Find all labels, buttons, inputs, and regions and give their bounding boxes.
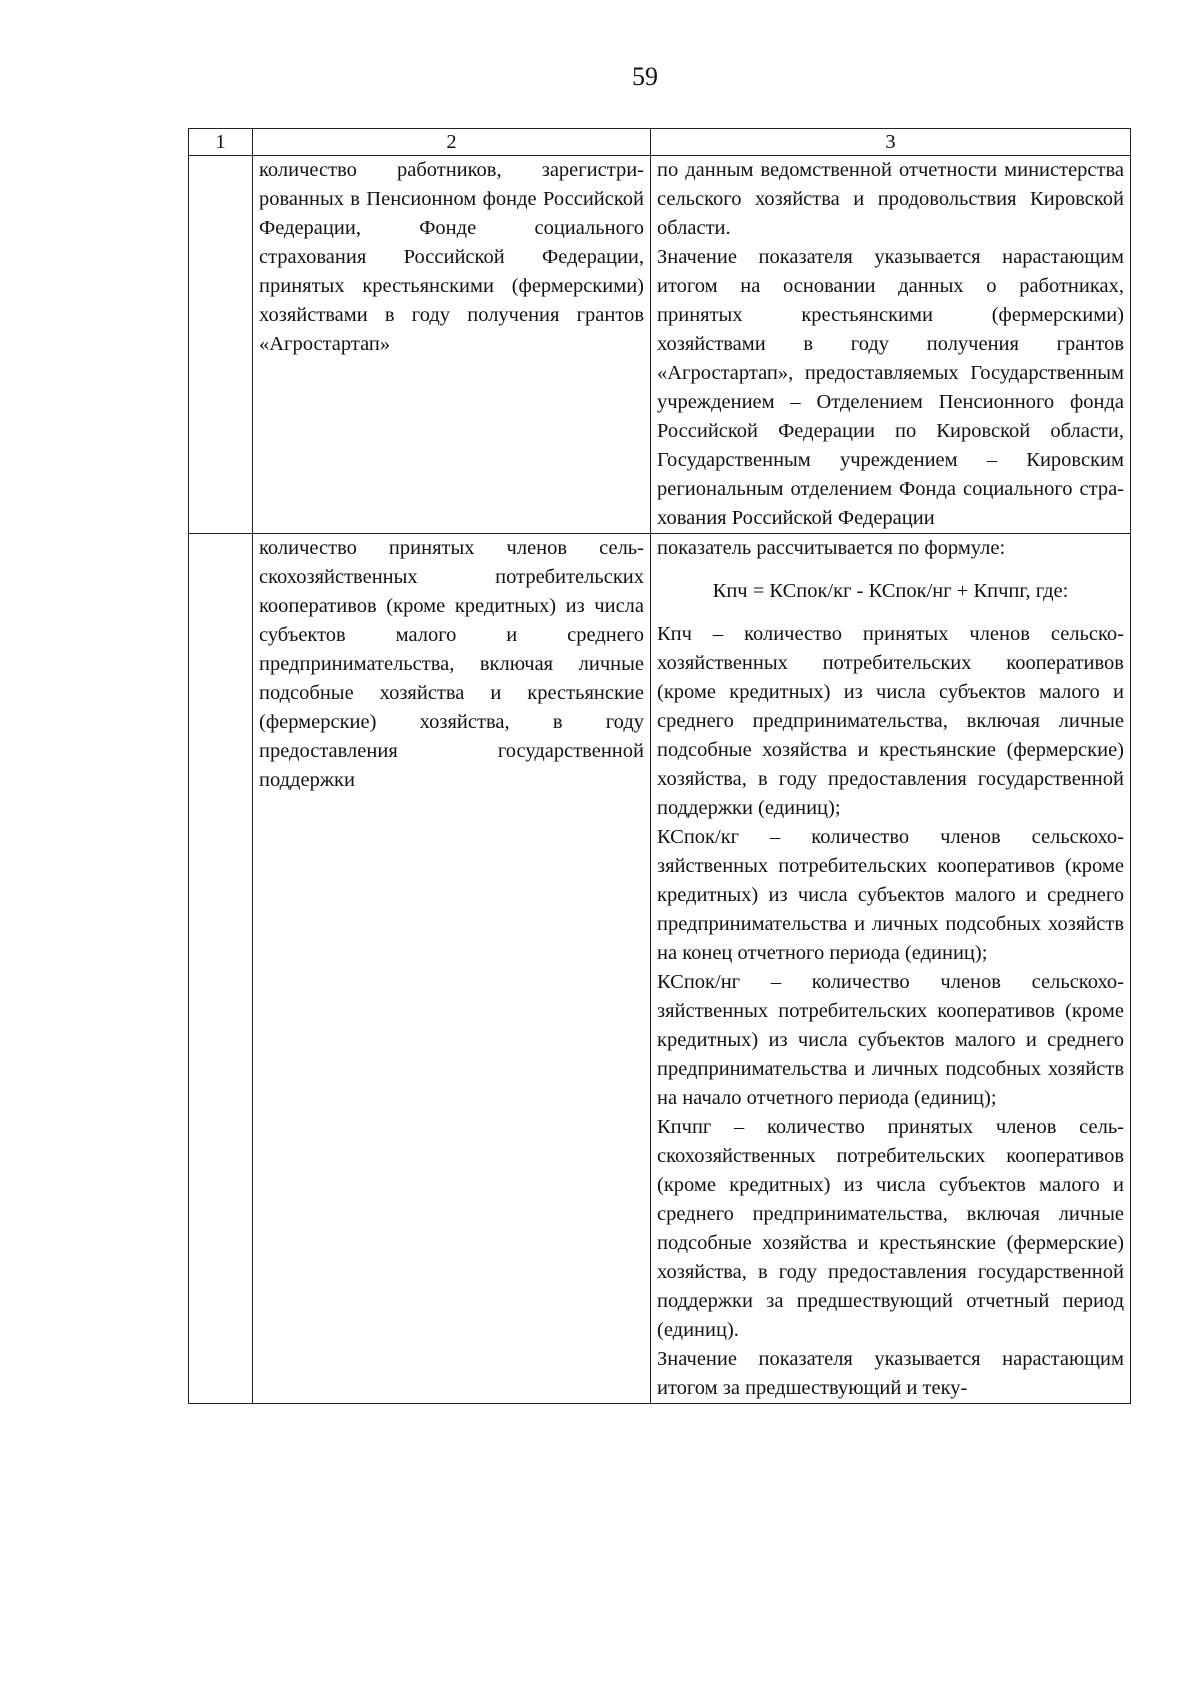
row2-method-intro: показатель рассчитывается по формуле:	[657, 537, 1006, 559]
row2-method-note: Значение показателя указывается нарастающим итогом за предшествующий и теку-	[657, 1348, 1124, 1399]
row1-method-note: Значение показателя указывается нарастающим итогом на основании данных о работниках, принятых крестьянскими (фермерскими) хозяйствами в году получения грантов «Агростартап», предоставляемых Государственным учреждением – Отделением Пенсионного фонда Российской Федерации по Кировской области, Государственным учреждением – Кировским региональным отделением Фонда социального страхования Российской Федерации	[657, 246, 1124, 529]
row1-method	[651, 156, 1131, 534]
row1-indicator-name: количество работников, зарегистрированных в Пенсионном фонде Российской Федерации, Фонде социального страхования Российской Федерации, принятых крестьянскими (фермерскими) хозяйствами в году получения грантов «Агростартап»	[253, 156, 651, 534]
row2-col1	[189, 534, 253, 1404]
header-col-2: 2	[253, 129, 651, 156]
header-col-3: 3	[651, 129, 1131, 156]
row2-term-kspok-kg: КСпок/кг – количество членов сельскохозяйственных потребительских кооперативов (кроме кредитных) из числа субъектов малого и среднего предпринимательства и личных подсобных хозяйств на конец отчетного периода (единиц);	[657, 826, 1124, 964]
table-row	[189, 534, 1131, 1404]
row2-method	[651, 534, 1131, 1404]
page-number: 59	[632, 62, 658, 91]
header-col-1: 1	[189, 129, 253, 156]
row1-method-source: по данным ведомственной отчетности министерства сельского хозяйства и продовольствия Кировской области.	[657, 159, 1124, 239]
row2-term-kpch: Кпч – количество принятых членов сельскохозяйственных потребительских кооперативов (кроме кредитных) из числа субъектов малого и среднего предпринимательства, включая личные подсобные хозяйства и крестьянские (фермерские) хозяйства, в году предоставления государственной поддержки (единиц);	[657, 623, 1124, 819]
row1-col1	[189, 156, 253, 534]
row2-term-kspok-ng: КСпок/нг – количество членов сельскохозяйственных потребительских кооперативов (кроме кредитных) из числа субъектов малого и среднего предпринимательства и личных подсобных хозяйств на начало отчетного периода (единиц);	[657, 971, 1124, 1109]
table-row	[189, 156, 1131, 534]
row2-formula: Кпч = КСпок/кг - КСпок/нг + Кпчпг, где:	[712, 580, 1069, 602]
row2-indicator-name: количество принятых членов сельскохозяйственных потребительских кооперативов (кроме кредитных) из числа субъектов малого и среднего предпринимательства, включая личные подсобные хозяйства и крестьянские (фермерские) хозяйства, в году предоставления государственной поддержки	[253, 534, 651, 1404]
table-header-row	[189, 129, 1131, 156]
row2-term-kpchpg: Кпчпг – количество принятых членов сельскохозяйственных потребительских кооперативов (кроме кредитных) из числа субъектов малого и среднего предпринимательства, включая личные подсобные хозяйства и крестьянские (фермерские) хозяйства, в году предоставления государственной поддержки за предшествующий отчетный период (единиц).	[657, 1116, 1124, 1341]
indicator-table	[188, 128, 1131, 1404]
